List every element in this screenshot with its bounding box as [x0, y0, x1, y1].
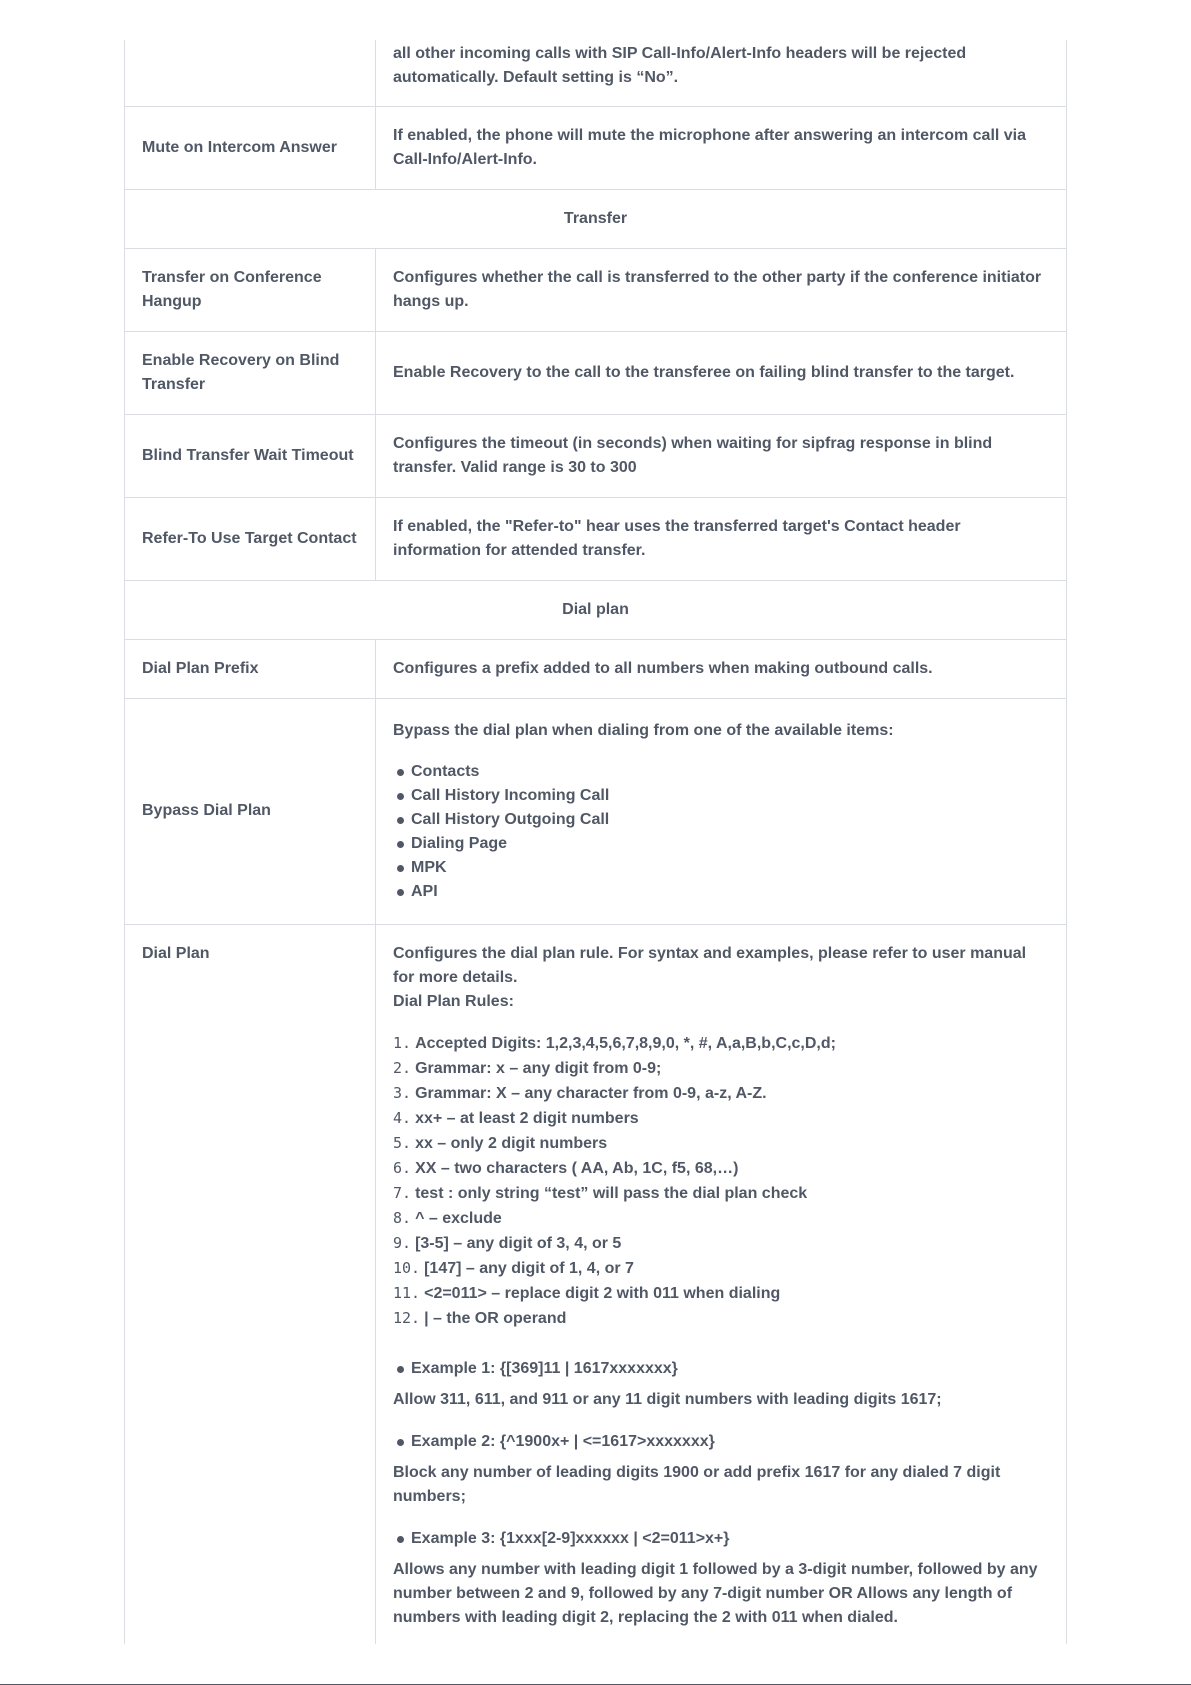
parameter-description: Enable Recovery to the call to the transferee on failing blind transfer to the target.: [376, 331, 1067, 414]
example-list: [393, 1527, 1049, 1551]
list-item: [393, 1106, 1049, 1131]
list-item: Call History Outgoing Call: [395, 808, 1049, 832]
parameter-name-cell: [125, 40, 376, 106]
rule-text: Grammar: X – any character from 0-9, a-z, A-Z.: [415, 1084, 767, 1102]
rule-text: xx – only 2 digit numbers: [415, 1134, 608, 1152]
rule-text: [3-5] – any digit of 3, 4, or 5: [415, 1234, 622, 1252]
parameter-name: Dial Plan Prefix: [125, 639, 376, 698]
list-item: Call History Incoming Call: [395, 784, 1049, 808]
list-item: [393, 1131, 1049, 1156]
rule-number: 1.: [393, 1033, 412, 1052]
table-row: [125, 414, 1067, 497]
rule-number: 5.: [393, 1133, 412, 1152]
parameter-name: Blind Transfer Wait Timeout: [125, 414, 376, 497]
list-item: [393, 1306, 1049, 1331]
list-item: [393, 1231, 1049, 1256]
rule-number: 3.: [393, 1083, 412, 1102]
rule-text: [147] – any digit of 1, 4, or 7: [424, 1259, 634, 1277]
parameter-description: If enabled, the phone will mute the microphone after answering an intercom call via Call-Info/Alert-Info.: [376, 106, 1067, 189]
section-header-row: [125, 189, 1067, 248]
parameter-name: Mute on Intercom Answer: [125, 106, 376, 189]
example-3-description: Allows any number with leading digit 1 followed by a 3-digit number, followed by any number between 2 and 9, followed by any 7-digit number OR Allows any length of numbers with leading digit 2, replacing the 2 with 011 when dialed.: [393, 1560, 1038, 1626]
parameter-name: Refer-To Use Target Contact: [125, 497, 376, 580]
rule-text: ^ – exclude: [415, 1209, 502, 1227]
table-row: [125, 639, 1067, 698]
example-list: [393, 1357, 1049, 1381]
rule-number: 11.: [393, 1283, 421, 1302]
list-item: MPK: [395, 856, 1049, 880]
list-item: Contacts: [395, 760, 1049, 784]
parameter-name: Bypass Dial Plan: [125, 698, 376, 924]
section-title-dial-plan: Dial plan: [125, 580, 1067, 639]
parameter-description-cell: [376, 40, 1067, 106]
parameter-description: Configures the timeout (in seconds) when waiting for sipfrag response in blind transfer. Valid range is 30 to 300: [376, 414, 1067, 497]
rule-number: 12.: [393, 1308, 421, 1327]
parameter-description: Configures the dial plan rule. For syntax and examples, please refer to user manual for more details.: [393, 944, 1027, 986]
rule-text: | – the OR operand: [424, 1309, 567, 1327]
parameter-description: Configures whether the call is transferred to the other party if the conference initiator hangs up.: [376, 248, 1067, 331]
rule-number: 4.: [393, 1108, 412, 1127]
table-row: [125, 248, 1067, 331]
parameter-description: Bypass the dial plan when dialing from one of the available items:: [393, 721, 894, 739]
example-1-description: Allow 311, 611, and 911 or any 11 digit numbers with leading digits 1617;: [393, 1390, 942, 1408]
example-3: Example 3: {1xxx[2-9]xxxxxx | <2=011>x+}: [395, 1527, 1049, 1551]
parameter-description: If enabled, the "Refer-to" hear uses the transferred target's Contact header information for attended transfer.: [376, 497, 1067, 580]
example-2-description: Block any number of leading digits 1900 or add prefix 1617 for any dialed 7 digit numbers;: [393, 1463, 1001, 1505]
section-title-transfer: Transfer: [125, 189, 1067, 248]
list-item: [393, 1281, 1049, 1306]
table-row: [125, 497, 1067, 580]
list-item: [393, 1256, 1049, 1281]
table-row: [125, 106, 1067, 189]
rule-text: Accepted Digits: 1,2,3,4,5,6,7,8,9,0, *, #, A,a,B,b,C,c,D,d;: [415, 1034, 836, 1052]
table-row: [125, 331, 1067, 414]
list-item: API: [395, 880, 1049, 904]
parameter-description-cell: [376, 924, 1067, 1644]
rule-text: test : only string “test” will pass the dial plan check: [415, 1184, 808, 1202]
parameter-description: all other incoming calls with SIP Call-Info/Alert-Info headers will be rejected automatically. Default setting is “No”.: [393, 45, 967, 86]
rule-number: 8.: [393, 1208, 412, 1227]
list-item: Dialing Page: [395, 832, 1049, 856]
list-item: [393, 1056, 1049, 1081]
list-item: [393, 1181, 1049, 1206]
example-1: Example 1: {[369]11 | 1617xxxxxxx}: [395, 1357, 1049, 1381]
rule-number: 2.: [393, 1058, 412, 1077]
section-header-row: [125, 580, 1067, 639]
list-item: [393, 1081, 1049, 1106]
list-item: [393, 1031, 1049, 1056]
rule-text: <2=011> – replace digit 2 with 011 when dialing: [424, 1284, 781, 1302]
rule-number: 7.: [393, 1183, 412, 1202]
rule-number: 10.: [393, 1258, 421, 1277]
parameter-description-cell: [376, 698, 1067, 924]
parameter-name: Enable Recovery on Blind Transfer: [125, 331, 376, 414]
rule-text: XX – two characters ( AA, Ab, 1C, f5, 68,…): [415, 1159, 739, 1177]
table-row: [125, 924, 1067, 1644]
parameter-description: Configures a prefix added to all numbers when making outbound calls.: [376, 639, 1067, 698]
table-row: [125, 698, 1067, 924]
dial-plan-rules-list: [393, 1031, 1049, 1331]
bypass-item-list: [393, 760, 1049, 904]
rule-text: Grammar: x – any digit from 0-9;: [415, 1059, 662, 1077]
dial-plan-rules-heading: Dial Plan Rules:: [393, 992, 514, 1010]
example-2: Example 2: {^1900x+ | <=1617>xxxxxxx}: [395, 1430, 1049, 1454]
rule-text: xx+ – at least 2 digit numbers: [415, 1109, 639, 1127]
settings-table: [124, 40, 1067, 1644]
list-item: [393, 1206, 1049, 1231]
example-list: [393, 1430, 1049, 1454]
table-row: [125, 40, 1067, 106]
parameter-name: Dial Plan: [125, 924, 376, 1644]
rule-number: 9.: [393, 1233, 412, 1252]
parameter-name: Transfer on Conference Hangup: [125, 248, 376, 331]
rule-number: 6.: [393, 1158, 412, 1177]
list-item: [393, 1156, 1049, 1181]
